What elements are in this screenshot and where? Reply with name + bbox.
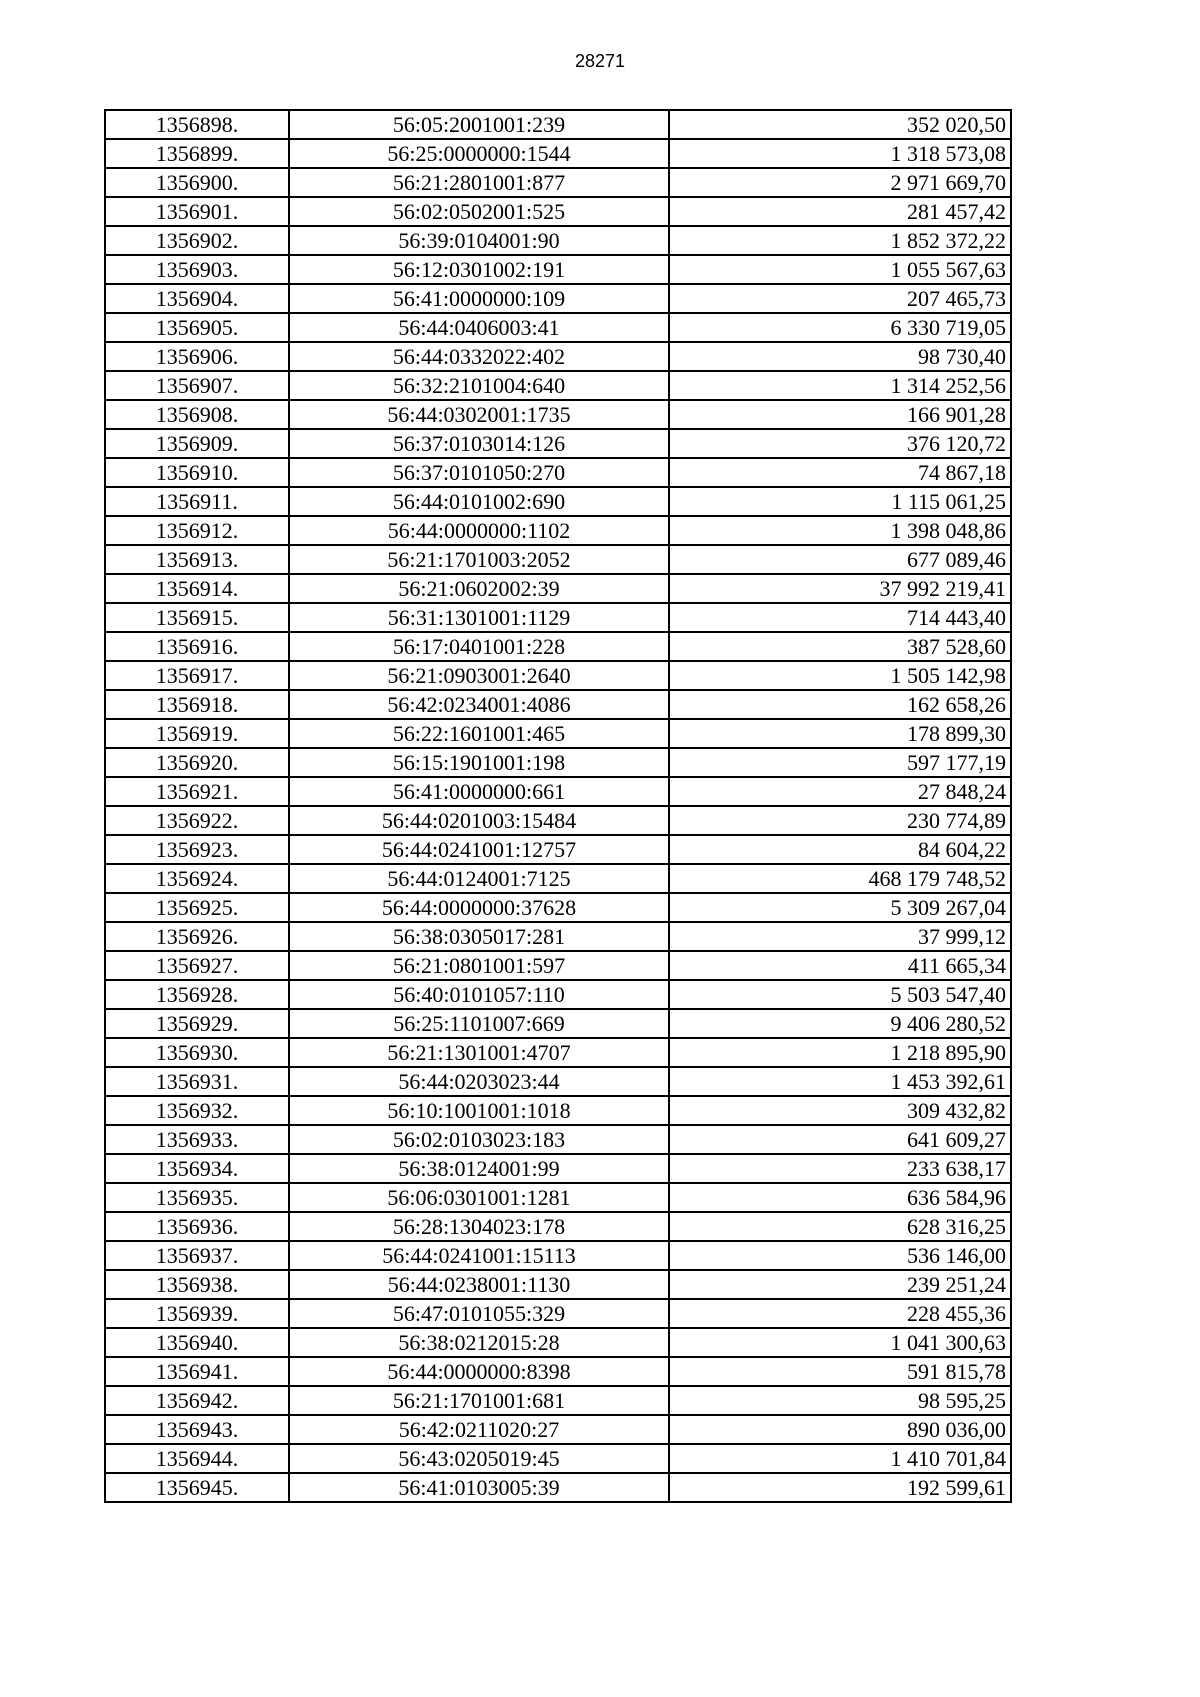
table-row [105,1067,1011,1096]
table-row [105,110,1011,139]
row-number-cell: 1356923. [105,835,289,864]
table-row [105,1357,1011,1386]
cadastral-number-cell: 56:21:1701003:2052 [289,545,669,574]
cadastral-value-cell: 628 316,25 [669,1212,1011,1241]
cadastral-value-cell: 192 599,61 [669,1473,1011,1502]
cadastral-number-cell: 56:38:0212015:28 [289,1328,669,1357]
cadastral-value-cell: 597 177,19 [669,748,1011,777]
cadastral-value-cell: 239 251,24 [669,1270,1011,1299]
cadastral-number-cell: 56:17:0401001:228 [289,632,669,661]
row-number-cell: 1356936. [105,1212,289,1241]
table-row [105,1009,1011,1038]
cadastral-value-cell: 890 036,00 [669,1415,1011,1444]
cadastral-value-cell: 636 584,96 [669,1183,1011,1212]
row-number-cell: 1356938. [105,1270,289,1299]
table-row [105,748,1011,777]
table-row [105,951,1011,980]
cadastral-number-cell: 56:38:0305017:281 [289,922,669,951]
cadastral-number-cell: 56:38:0124001:99 [289,1154,669,1183]
table-row [105,1241,1011,1270]
row-number-cell: 1356903. [105,255,289,284]
cadastral-value-cell: 1 453 392,61 [669,1067,1011,1096]
table-body [105,110,1011,1502]
cadastral-value-cell: 166 901,28 [669,400,1011,429]
row-number-cell: 1356898. [105,110,289,139]
cadastral-value-cell: 74 867,18 [669,458,1011,487]
row-number-cell: 1356916. [105,632,289,661]
cadastral-value-cell: 309 432,82 [669,1096,1011,1125]
cadastral-number-cell: 56:44:0302001:1735 [289,400,669,429]
row-number-cell: 1356939. [105,1299,289,1328]
cadastral-value-cell: 2 971 669,70 [669,168,1011,197]
row-number-cell: 1356940. [105,1328,289,1357]
row-number-cell: 1356942. [105,1386,289,1415]
cadastral-number-cell: 56:44:0332022:402 [289,342,669,371]
row-number-cell: 1356911. [105,487,289,516]
table-row [105,1299,1011,1328]
cadastral-number-cell: 56:28:1304023:178 [289,1212,669,1241]
cadastral-value-cell: 27 848,24 [669,777,1011,806]
table-row [105,1415,1011,1444]
row-number-cell: 1356901. [105,197,289,226]
cadastral-value-table [104,109,1012,1503]
row-number-cell: 1356937. [105,1241,289,1270]
cadastral-value-cell: 98 730,40 [669,342,1011,371]
table-row [105,168,1011,197]
table-row [105,342,1011,371]
table-row [105,429,1011,458]
cadastral-value-cell: 1 410 701,84 [669,1444,1011,1473]
cadastral-number-cell: 56:12:0301002:191 [289,255,669,284]
cadastral-number-cell: 56:44:0000000:37628 [289,893,669,922]
cadastral-number-cell: 56:21:1701001:681 [289,1386,669,1415]
table-row [105,690,1011,719]
row-number-cell: 1356908. [105,400,289,429]
cadastral-value-cell: 536 146,00 [669,1241,1011,1270]
table-row [105,661,1011,690]
row-number-cell: 1356931. [105,1067,289,1096]
row-number-cell: 1356933. [105,1125,289,1154]
table-row [105,226,1011,255]
cadastral-number-cell: 56:02:0502001:525 [289,197,669,226]
cadastral-number-cell: 56:25:1101007:669 [289,1009,669,1038]
row-number-cell: 1356900. [105,168,289,197]
row-number-cell: 1356918. [105,690,289,719]
row-number-cell: 1356921. [105,777,289,806]
table-row [105,139,1011,168]
row-number-cell: 1356912. [105,516,289,545]
row-number-cell: 1356935. [105,1183,289,1212]
page-number: 28271 [574,51,626,71]
row-number-cell: 1356917. [105,661,289,690]
table-row [105,1444,1011,1473]
table-row [105,980,1011,1009]
row-number-cell: 1356945. [105,1473,289,1502]
cadastral-number-cell: 56:06:0301001:1281 [289,1183,669,1212]
row-number-cell: 1356941. [105,1357,289,1386]
row-number-cell: 1356944. [105,1444,289,1473]
table-row [105,603,1011,632]
cadastral-value-cell: 233 638,17 [669,1154,1011,1183]
cadastral-value-cell: 9 406 280,52 [669,1009,1011,1038]
table-row [105,1096,1011,1125]
cadastral-value-cell: 1 041 300,63 [669,1328,1011,1357]
cadastral-number-cell: 56:31:1301001:1129 [289,603,669,632]
cadastral-number-cell: 56:21:0602002:39 [289,574,669,603]
table-row [105,487,1011,516]
row-number-cell: 1356932. [105,1096,289,1125]
row-number-cell: 1356919. [105,719,289,748]
row-number-cell: 1356909. [105,429,289,458]
cadastral-value-cell: 5 503 547,40 [669,980,1011,1009]
cadastral-value-cell: 6 330 719,05 [669,313,1011,342]
row-number-cell: 1356915. [105,603,289,632]
cadastral-number-cell: 56:21:0801001:597 [289,951,669,980]
table-row [105,545,1011,574]
cadastral-number-cell: 56:40:0101057:110 [289,980,669,1009]
cadastral-number-cell: 56:42:0211020:27 [289,1415,669,1444]
cadastral-number-cell: 56:44:0000000:8398 [289,1357,669,1386]
cadastral-value-cell: 1 115 061,25 [669,487,1011,516]
cadastral-value-cell: 37 992 219,41 [669,574,1011,603]
row-number-cell: 1356907. [105,371,289,400]
table-row [105,1328,1011,1357]
cadastral-value-cell: 207 465,73 [669,284,1011,313]
table-row [105,835,1011,864]
cadastral-number-cell: 56:42:0234001:4086 [289,690,669,719]
cadastral-number-cell: 56:21:2801001:877 [289,168,669,197]
cadastral-number-cell: 56:32:2101004:640 [289,371,669,400]
table-row [105,400,1011,429]
cadastral-value-cell: 1 398 048,86 [669,516,1011,545]
row-number-cell: 1356926. [105,922,289,951]
table-row [105,284,1011,313]
table-row [105,1038,1011,1067]
table-row [105,313,1011,342]
table-row [105,371,1011,400]
cadastral-value-cell: 230 774,89 [669,806,1011,835]
row-number-cell: 1356905. [105,313,289,342]
table-row [105,1125,1011,1154]
cadastral-number-cell: 56:37:0101050:270 [289,458,669,487]
row-number-cell: 1356913. [105,545,289,574]
cadastral-number-cell: 56:44:0406003:41 [289,313,669,342]
cadastral-number-cell: 56:37:0103014:126 [289,429,669,458]
cadastral-number-cell: 56:21:1301001:4707 [289,1038,669,1067]
table-row [105,255,1011,284]
row-number-cell: 1356904. [105,284,289,313]
cadastral-number-cell: 56:44:0203023:44 [289,1067,669,1096]
table-row [105,1473,1011,1502]
row-number-cell: 1356928. [105,980,289,1009]
cadastral-value-cell: 1 218 895,90 [669,1038,1011,1067]
cadastral-number-cell: 56:10:1001001:1018 [289,1096,669,1125]
table-row [105,806,1011,835]
table-row [105,719,1011,748]
cadastral-value-cell: 352 020,50 [669,110,1011,139]
cadastral-number-cell: 56:43:0205019:45 [289,1444,669,1473]
row-number-cell: 1356922. [105,806,289,835]
cadastral-number-cell: 56:44:0101002:690 [289,487,669,516]
table-row [105,458,1011,487]
cadastral-value-cell: 411 665,34 [669,951,1011,980]
cadastral-number-cell: 56:44:0241001:12757 [289,835,669,864]
cadastral-number-cell: 56:21:0903001:2640 [289,661,669,690]
cadastral-number-cell: 56:15:1901001:198 [289,748,669,777]
row-number-cell: 1356934. [105,1154,289,1183]
row-number-cell: 1356927. [105,951,289,980]
table-row [105,516,1011,545]
cadastral-value-cell: 5 309 267,04 [669,893,1011,922]
row-number-cell: 1356914. [105,574,289,603]
cadastral-number-cell: 56:39:0104001:90 [289,226,669,255]
row-number-cell: 1356930. [105,1038,289,1067]
table-row [105,1212,1011,1241]
cadastral-number-cell: 56:44:0000000:1102 [289,516,669,545]
cadastral-value-cell: 162 658,26 [669,690,1011,719]
table-row [105,893,1011,922]
row-number-cell: 1356910. [105,458,289,487]
cadastral-value-cell: 37 999,12 [669,922,1011,951]
cadastral-number-cell: 56:44:0201003:15484 [289,806,669,835]
cadastral-number-cell: 56:44:0241001:15113 [289,1241,669,1270]
cadastral-value-cell: 228 455,36 [669,1299,1011,1328]
cadastral-value-cell: 1 505 142,98 [669,661,1011,690]
cadastral-value-cell: 387 528,60 [669,632,1011,661]
table-row [105,922,1011,951]
cadastral-value-cell: 468 179 748,52 [669,864,1011,893]
table-row [105,1183,1011,1212]
cadastral-number-cell: 56:44:0238001:1130 [289,1270,669,1299]
cadastral-value-cell: 641 609,27 [669,1125,1011,1154]
cadastral-number-cell: 56:22:1601001:465 [289,719,669,748]
cadastral-value-cell: 591 815,78 [669,1357,1011,1386]
cadastral-value-cell: 1 055 567,63 [669,255,1011,284]
table-row [105,1386,1011,1415]
row-number-cell: 1356924. [105,864,289,893]
table-row [105,574,1011,603]
table-row [105,864,1011,893]
cadastral-value-cell: 281 457,42 [669,197,1011,226]
cadastral-number-cell: 56:41:0000000:109 [289,284,669,313]
cadastral-number-cell: 56:05:2001001:239 [289,110,669,139]
cadastral-value-cell: 98 595,25 [669,1386,1011,1415]
table-row [105,632,1011,661]
row-number-cell: 1356925. [105,893,289,922]
cadastral-value-cell: 1 852 372,22 [669,226,1011,255]
cadastral-value-cell: 376 120,72 [669,429,1011,458]
cadastral-value-cell: 178 899,30 [669,719,1011,748]
row-number-cell: 1356929. [105,1009,289,1038]
cadastral-number-cell: 56:02:0103023:183 [289,1125,669,1154]
row-number-cell: 1356906. [105,342,289,371]
cadastral-value-cell: 1 314 252,56 [669,371,1011,400]
cadastral-number-cell: 56:41:0000000:661 [289,777,669,806]
cadastral-number-cell: 56:41:0103005:39 [289,1473,669,1502]
cadastral-value-cell: 677 089,46 [669,545,1011,574]
table-row [105,197,1011,226]
row-number-cell: 1356902. [105,226,289,255]
cadastral-value-cell: 1 318 573,08 [669,139,1011,168]
row-number-cell: 1356943. [105,1415,289,1444]
row-number-cell: 1356920. [105,748,289,777]
cadastral-number-cell: 56:25:0000000:1544 [289,139,669,168]
cadastral-value-cell: 84 604,22 [669,835,1011,864]
cadastral-value-cell: 714 443,40 [669,603,1011,632]
cadastral-number-cell: 56:47:0101055:329 [289,1299,669,1328]
cadastral-number-cell: 56:44:0124001:7125 [289,864,669,893]
row-number-cell: 1356899. [105,139,289,168]
table-row [105,1270,1011,1299]
table-row [105,777,1011,806]
table-row [105,1154,1011,1183]
